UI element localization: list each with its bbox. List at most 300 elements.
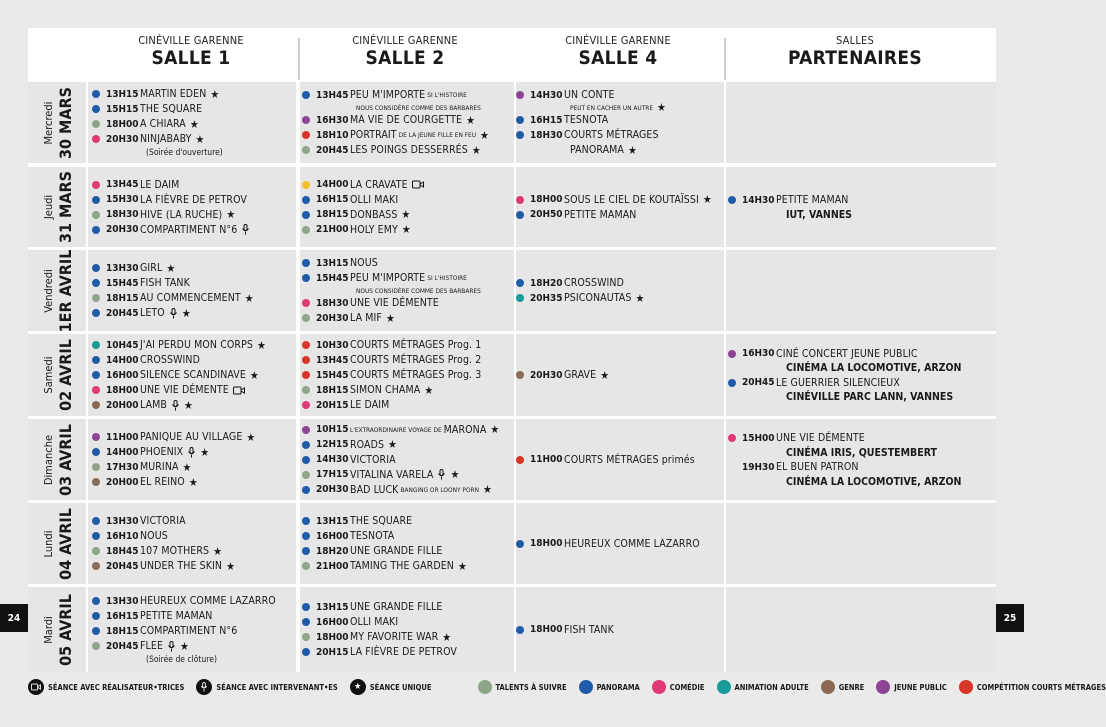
session	[302, 422, 512, 437]
session-time: 18H20	[316, 545, 349, 557]
schedule-cell	[516, 334, 724, 416]
session	[516, 452, 722, 467]
star-icon: ★	[702, 193, 712, 206]
session-venue: IUT, VANNES	[786, 208, 852, 221]
session-title: OLLI MAKI	[350, 193, 399, 206]
session	[302, 630, 512, 645]
legend-item	[350, 679, 432, 695]
session-time: 18H15	[106, 292, 139, 304]
star-icon: ★	[189, 117, 199, 131]
category-dot	[92, 90, 100, 98]
day-date: 04 AVRIL	[56, 507, 75, 580]
category-dot	[302, 196, 310, 204]
session-time: 18H30	[530, 129, 563, 141]
session-time: 13H15	[316, 515, 349, 527]
star-icon: ★	[457, 559, 467, 573]
session-title: NOUS	[350, 257, 378, 269]
legend-label: COMPÉTITION COURTS MÉTRAGES	[976, 682, 1106, 692]
day-date: 1ER AVRIL	[56, 249, 75, 332]
session-time: 17H15	[316, 469, 349, 480]
session-list	[302, 334, 512, 416]
category-dot	[302, 547, 310, 555]
session-title: LES POINGS DESSERRÉS	[350, 144, 468, 156]
category-dot	[92, 264, 100, 272]
category-dot	[92, 562, 100, 570]
category-dot	[516, 196, 524, 204]
session-list	[516, 587, 722, 672]
session	[92, 624, 294, 639]
session-time: 20H50	[530, 209, 563, 220]
session	[302, 353, 512, 368]
legend-item	[717, 680, 809, 694]
category-dot	[92, 211, 100, 219]
column-header-sub: CINÉVILLE GARENNE	[352, 34, 458, 47]
session-title: VICTORIA	[350, 453, 396, 466]
session-title: SILENCE SCANDINAVE	[140, 369, 246, 381]
schedule-cell	[516, 82, 724, 163]
session	[516, 88, 722, 103]
session-title: PSICONAUTAS	[564, 292, 632, 304]
category-dot	[302, 314, 310, 322]
session	[92, 177, 294, 192]
category-dot	[92, 478, 100, 486]
session-time: 18H00	[106, 118, 139, 130]
category-dot	[302, 116, 310, 124]
legend-dot	[959, 680, 973, 694]
session-time: 20H00	[106, 399, 139, 411]
category-dot	[92, 226, 100, 234]
star-icon: ★	[466, 113, 475, 127]
session-time: 14H00	[106, 354, 139, 366]
session-time: 16H00	[106, 369, 139, 381]
session	[92, 514, 294, 529]
session	[92, 445, 294, 460]
legend-item	[959, 680, 1106, 694]
session-time: 18H30	[316, 297, 349, 309]
session-title: PANIQUE AU VILLAGE	[140, 431, 243, 443]
schedule-cell	[516, 587, 724, 672]
category-dot	[92, 105, 100, 113]
day-name: Jeudi	[42, 194, 55, 220]
session-title: COMPARTIMENT N°6	[140, 223, 238, 236]
session-time: 13H45	[316, 89, 349, 101]
category-dot	[516, 626, 524, 634]
category-dot	[92, 294, 100, 302]
session	[516, 128, 722, 143]
star-icon: ★	[181, 306, 191, 320]
session	[92, 475, 294, 490]
session-title: PHOENIX	[140, 446, 184, 458]
category-dot	[92, 196, 100, 204]
legend-item	[652, 680, 705, 694]
session-time: 18H00	[530, 194, 563, 205]
category-dot	[302, 633, 310, 641]
session-subtitle-line	[302, 286, 512, 296]
schedule-cell	[726, 334, 996, 416]
day-name: Dimanche	[42, 434, 55, 485]
session-time: 20H45	[106, 640, 139, 652]
category-dot	[92, 547, 100, 555]
category-dot	[92, 120, 100, 128]
day-date: 31 MARS	[56, 171, 75, 243]
session	[92, 559, 294, 574]
session-time: 16H00	[316, 616, 349, 628]
schedule-cell	[88, 167, 296, 247]
star-icon: ★	[483, 483, 492, 496]
column-header	[305, 34, 505, 69]
session-title: OLLI MAKI	[350, 616, 399, 628]
header-divider	[724, 38, 726, 80]
session-time: 20H35	[530, 292, 563, 304]
star-icon: ★	[657, 101, 666, 114]
session	[728, 375, 994, 390]
day-row	[28, 503, 996, 584]
session-time: 15H45	[316, 272, 349, 284]
session-subtitle-line	[302, 103, 512, 113]
session	[92, 87, 294, 102]
session	[92, 398, 294, 413]
day-text	[40, 339, 74, 411]
session-time: 20H15	[316, 646, 349, 658]
session-title: MARONA	[443, 423, 487, 436]
legend-label: PANORAMA	[596, 682, 640, 692]
session-title: TESNOTA	[564, 114, 609, 126]
session	[92, 207, 294, 222]
schedule-cell	[726, 167, 996, 247]
session	[728, 193, 994, 208]
schedule-cell	[88, 82, 296, 163]
session-title: CINÉ CONCERT JEUNE PUBLIC	[776, 347, 918, 360]
category-dot	[302, 91, 310, 99]
session-time: 20H30	[316, 312, 349, 324]
star-icon: ★	[226, 208, 236, 221]
session	[92, 276, 294, 291]
session-list	[92, 419, 294, 500]
session	[302, 256, 512, 271]
session-time: 18H00	[530, 538, 563, 549]
session	[302, 222, 512, 237]
session	[302, 615, 512, 630]
star-icon: ★	[213, 544, 222, 558]
session-title: LE DAIM	[140, 178, 180, 191]
session-title: CROSSWIND	[564, 277, 624, 289]
session-time: 11H00	[530, 454, 563, 465]
session-time: 20H15	[316, 399, 349, 411]
schedule-cell	[88, 250, 296, 331]
session-time: 14H00	[316, 179, 349, 190]
category-dot	[302, 456, 310, 464]
session-time: 14H00	[106, 446, 139, 458]
legend-dot	[579, 680, 593, 694]
session-title: COURTS MÉTRAGES primés	[564, 453, 695, 466]
session	[302, 177, 512, 192]
session-time: 13H30	[106, 262, 139, 274]
session-list	[516, 250, 722, 331]
category-dot	[92, 401, 100, 409]
day-name: Mercredi	[42, 101, 55, 144]
session	[302, 514, 512, 529]
category-dot	[728, 196, 736, 204]
session-title: 107 MOTHERS	[140, 545, 210, 557]
column-header-title: PARTENAIRES	[787, 47, 922, 69]
star-icon: ★	[244, 291, 254, 305]
session-title: LA FIÈVRE DE PETROV	[350, 646, 457, 658]
session-title: LAMB	[140, 399, 167, 411]
session-title: COMPARTIMENT N°6	[140, 625, 238, 637]
session-time: 20H00	[106, 476, 139, 488]
session-time: 13H45	[316, 354, 349, 366]
schedule-cell	[300, 167, 514, 247]
legend-label: SÉANCE UNIQUE	[369, 682, 432, 692]
session	[92, 639, 294, 654]
session-venue: CINÉVILLE PARC LANN, VANNES	[786, 391, 954, 403]
session	[302, 88, 512, 103]
session	[302, 296, 512, 311]
session-time: 18H30	[106, 209, 139, 220]
session	[92, 261, 294, 276]
session	[302, 192, 512, 207]
session-title: GRAVE	[564, 369, 597, 381]
session-subtitle: BANGING OR LOONY PORN	[400, 485, 479, 494]
category-dot	[302, 371, 310, 379]
category-dot	[516, 211, 524, 219]
category-dot	[92, 386, 100, 394]
legend-label: JEUNE PUBLIC	[894, 682, 947, 692]
column-header-sub: CINÉVILLE GARENNE	[565, 34, 671, 47]
session-title: THE SQUARE	[140, 103, 203, 115]
day-text	[40, 594, 74, 666]
session-subtitle-line	[516, 143, 722, 158]
session-list	[92, 250, 294, 331]
session	[302, 452, 512, 467]
star-icon: ★	[226, 559, 235, 573]
schedule-cell	[300, 503, 514, 584]
session	[92, 460, 294, 475]
category-dot	[516, 456, 524, 464]
session-title: UNE VIE DÉMENTE	[776, 432, 865, 444]
category-dot	[302, 441, 310, 449]
category-dot	[516, 294, 524, 302]
legend-dot	[876, 680, 890, 694]
mic-icon	[437, 469, 446, 480]
session	[302, 437, 512, 452]
session-time: 20H45	[106, 560, 139, 572]
category-dot	[302, 603, 310, 611]
star-icon: ★	[188, 475, 198, 489]
day-date: 03 AVRIL	[56, 423, 75, 496]
column-header-sub: CINÉVILLE GARENNE	[138, 34, 244, 47]
schedule-cell	[88, 503, 296, 584]
session-time: 15H45	[316, 369, 349, 381]
session-time: 14H30	[316, 454, 349, 465]
star-icon: ★	[401, 223, 411, 236]
category-dot	[92, 279, 100, 287]
session-title: ROADS	[350, 438, 385, 451]
session-title: PEU M'IMPORTE	[350, 272, 426, 284]
category-dot	[302, 131, 310, 139]
session	[302, 113, 512, 128]
session-title: NINJABABY	[140, 133, 192, 145]
session-time: 20H30	[106, 133, 139, 145]
session-note: (Soirée d'ouverture)	[146, 147, 223, 158]
schedule-cell	[88, 334, 296, 416]
column-header	[91, 34, 291, 69]
session-list	[516, 167, 722, 247]
session-title: CROSSWIND	[140, 354, 200, 366]
legend-item	[876, 680, 947, 694]
category-dot	[302, 274, 310, 282]
column-header	[755, 34, 955, 69]
day-label	[28, 503, 86, 584]
day-text	[40, 508, 74, 580]
session-time: 16H30	[742, 348, 775, 359]
session-title: VITALINA VARELA	[350, 468, 434, 481]
day-label	[28, 82, 86, 163]
session-time: 15H15	[106, 103, 139, 115]
session	[516, 536, 722, 551]
schedule-cell	[516, 419, 724, 500]
category-dot	[302, 517, 310, 525]
legend-label: COMÉDIE	[669, 682, 705, 692]
session-time: 18H00	[530, 624, 563, 635]
session-title: FISH TANK	[140, 277, 190, 289]
session	[92, 222, 294, 237]
session	[92, 609, 294, 624]
mic-icon	[169, 308, 178, 319]
session-time: 15H00	[742, 432, 775, 444]
session-title: MY FAVORITE WAR	[350, 631, 439, 643]
session-subtitle: NOUS CONSIDÈRE COMME DES BARBARES	[356, 286, 481, 295]
day-name: Samedi	[42, 356, 55, 394]
session-title: A CHIARA	[140, 118, 186, 130]
day-row	[28, 82, 996, 163]
category-dot	[92, 642, 100, 650]
category-dot	[302, 401, 310, 409]
session-time: 16H10	[106, 530, 139, 542]
session-title: COURTS MÉTRAGES Prog. 1	[350, 339, 482, 351]
session	[92, 338, 294, 353]
session-title: MA VIE DE COURGETTE	[350, 114, 463, 126]
day-date: 02 AVRIL	[56, 339, 75, 411]
session-time: 16H15	[106, 610, 139, 622]
session	[302, 398, 512, 413]
session-time: 16H00	[316, 530, 349, 542]
schedule-cell	[516, 503, 724, 584]
session-subtitle: PANORAMA	[570, 144, 624, 156]
star-icon: ★	[442, 630, 452, 644]
session	[302, 544, 512, 559]
column-header-title: SALLE 1	[151, 47, 231, 69]
session-time: 16H15	[316, 194, 349, 205]
session-venue: CINÉMA LA LOCOMOTIVE, ARZON	[786, 362, 962, 374]
session	[302, 338, 512, 353]
schedule-cell	[300, 250, 514, 331]
session-time: 13H45	[106, 179, 139, 190]
session-title: J'AI PERDU MON CORPS	[140, 339, 253, 351]
session-subtitle: DE LA JEUNE FILLE EN FEU	[398, 131, 477, 139]
session	[516, 192, 722, 207]
session	[92, 594, 294, 609]
category-dot	[516, 371, 524, 379]
session	[302, 271, 512, 286]
session-time: 14H30	[530, 89, 563, 101]
session-title: COURTS MÉTRAGES Prog. 3	[350, 369, 482, 381]
session	[92, 430, 294, 445]
legend-label: TALENTS À SUIVRE	[495, 682, 567, 692]
legend	[28, 675, 1106, 699]
session-time: 18H00	[106, 384, 139, 396]
star-icon: ★	[490, 423, 500, 436]
legend-item	[478, 680, 567, 694]
star-icon: ★	[200, 445, 210, 459]
column-header	[518, 34, 718, 69]
category-dot	[92, 341, 100, 349]
session	[92, 529, 294, 544]
session	[516, 276, 722, 291]
day-label	[28, 167, 86, 247]
session-time: 18H10	[316, 129, 349, 141]
star-icon: ★	[628, 143, 637, 157]
session-title: SIMON CHAMA	[350, 384, 421, 396]
schedule-cell	[726, 250, 996, 331]
day-text	[40, 249, 74, 332]
category-dot	[92, 371, 100, 379]
session-title: GIRL	[140, 262, 163, 274]
session-time: 18H15	[316, 209, 349, 220]
star-icon: ★	[210, 87, 220, 101]
legend-label: ANIMATION ADULTE	[734, 682, 809, 692]
session-time: 20H30	[530, 369, 563, 381]
session-title: MURINA	[140, 461, 179, 473]
camera-icon	[412, 180, 424, 189]
star-icon: ★	[401, 208, 411, 221]
session-title: THE SQUARE	[350, 515, 413, 527]
session-title: HEUREUX COMME LAZARRO	[564, 537, 700, 550]
session-time: 20H45	[106, 307, 139, 319]
session-list	[516, 419, 722, 500]
session	[302, 645, 512, 660]
session-title: LA MIF	[350, 312, 382, 324]
schedule-cell	[726, 503, 996, 584]
session	[302, 482, 512, 497]
session-title: VICTORIA	[140, 515, 186, 527]
session-time: 10H45	[106, 339, 139, 351]
session-title: HIVE (LA RUCHE)	[140, 208, 223, 221]
session-list	[302, 167, 512, 247]
session-list	[728, 587, 994, 672]
session	[92, 192, 294, 207]
session-list	[302, 82, 512, 163]
session	[92, 132, 294, 147]
schedule-cell	[300, 334, 514, 416]
session	[516, 113, 722, 128]
legend-dot	[717, 680, 731, 694]
star-icon: ★	[166, 261, 176, 275]
schedule-cell	[300, 419, 514, 500]
category-dot	[92, 517, 100, 525]
day-row	[28, 334, 996, 416]
session-title: LE GUERRIER SILENCIEUX	[776, 376, 900, 389]
session-time: 10H15	[316, 424, 349, 435]
day-date: 30 MARS	[56, 86, 75, 159]
star-icon: ★	[249, 368, 259, 382]
session	[516, 368, 722, 383]
category-dot	[302, 341, 310, 349]
session-list	[302, 419, 512, 500]
camera-icon	[233, 386, 245, 395]
legend-dot	[652, 680, 666, 694]
category-dot	[302, 259, 310, 267]
